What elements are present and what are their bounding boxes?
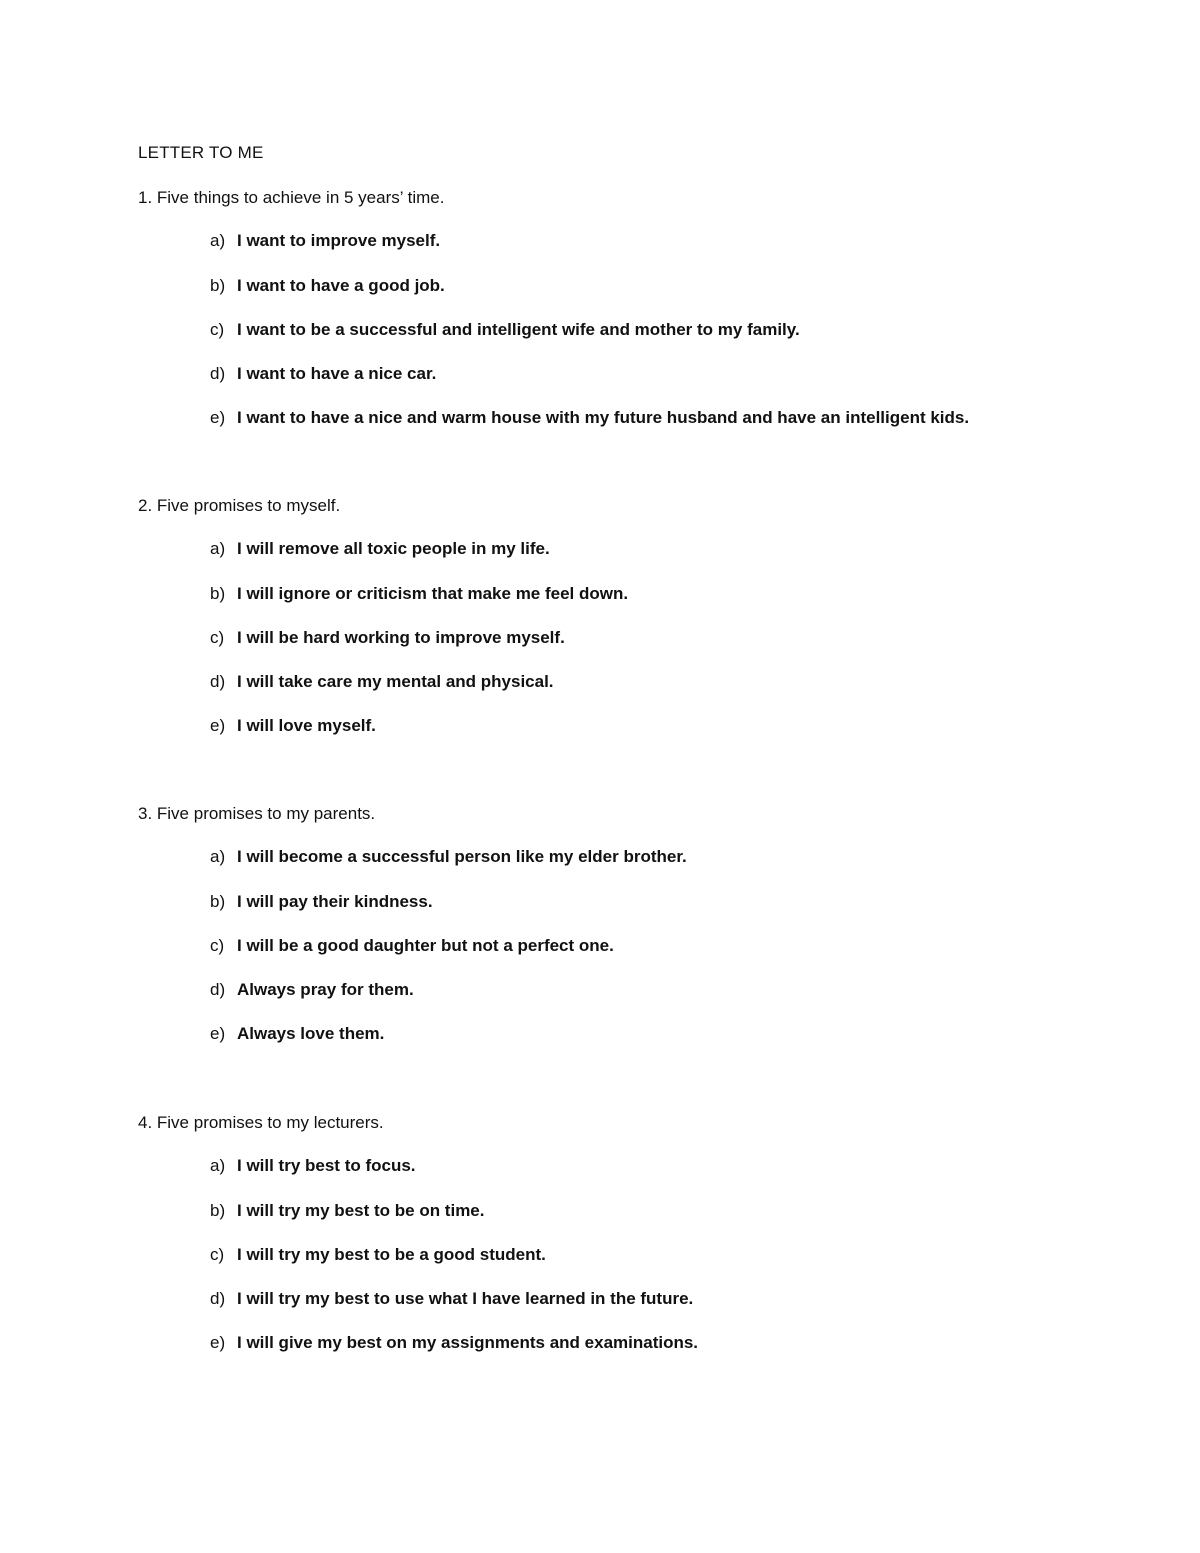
list-item-letter: c) [210,320,225,339]
list-item-text: I will give my best on my assignments and examinations. [237,1333,699,1352]
list-item-text: I want to have a nice and warm house with my future husband and have an intelligent kids. [237,408,970,427]
list-item-text: I will try my best to use what I have learned in the future. [237,1289,694,1308]
list-item-letter: c) [210,1245,225,1264]
list-item [210,320,800,340]
list-item-text: I will take care my mental and physical. [237,672,554,691]
list-item-letter: c) [210,628,225,647]
list-item-text: I want to have a nice car. [237,364,437,383]
list-item-letter: d) [210,672,226,691]
list-item-letter: b) [210,584,226,603]
list-item-letter: a) [210,1156,226,1175]
section-heading-1: 1. Five things to achieve in 5 years’ time. [138,188,445,207]
list-item [210,408,969,428]
list-item-text: I will be hard working to improve myself. [237,628,565,647]
list-item [210,584,628,604]
list-item-text: I want to be a successful and intelligent wife and mother to my family. [237,320,800,339]
list-item [210,628,565,648]
list-item [210,672,554,692]
list-item [210,936,614,956]
list-item-letter: e) [210,1024,226,1043]
list-item-letter: d) [210,980,226,999]
list-item-letter: e) [210,1333,226,1352]
list-item-letter: a) [210,231,226,250]
list-item-text: I want to improve myself. [237,231,441,250]
list-item-text: I will be a good daughter but not a perfect one. [237,936,614,955]
list-item-text: I will pay their kindness. [237,892,433,911]
section-heading-4: 4. Five promises to my lecturers. [138,1113,384,1132]
list-item-letter: e) [210,408,226,427]
list-item-text: I will love myself. [237,716,376,735]
list-item [210,892,433,912]
list-item-text: I will ignore or criticism that make me feel down. [237,584,629,603]
list-item [210,716,376,736]
list-item [210,1201,485,1221]
list-item [210,539,550,559]
list-item-text: I will remove all toxic people in my life. [237,539,550,558]
list-item [210,1245,546,1265]
list-item-letter: b) [210,276,226,295]
list-item-text: Always pray for them. [237,980,414,999]
list-item [210,980,414,1000]
list-item [210,847,687,867]
list-item [210,1024,384,1044]
list-item-letter: d) [210,364,226,383]
list-item-text: I will become a successful person like my elder brother. [237,847,687,866]
list-item [210,1333,698,1353]
list-item-letter: a) [210,539,226,558]
list-item-letter: b) [210,892,226,911]
list-item-text: Always love them. [237,1024,385,1043]
list-item [210,364,436,384]
list-item-text: I will try best to focus. [237,1156,416,1175]
list-item [210,231,440,251]
list-item [210,1156,416,1176]
list-item-letter: c) [210,936,225,955]
list-item [210,276,445,296]
list-item-letter: d) [210,1289,226,1308]
list-item-letter: a) [210,847,226,866]
list-item [210,1289,693,1309]
list-item-letter: e) [210,716,226,735]
list-item-text: I will try my best to be on time. [237,1201,485,1220]
section-heading-3: 3. Five promises to my parents. [138,804,376,823]
list-item-text: I want to have a good job. [237,276,445,295]
list-item-letter: b) [210,1201,226,1220]
list-item-text: I will try my best to be a good student. [237,1245,546,1264]
document-title: LETTER TO ME [138,143,264,162]
section-heading-2: 2. Five promises to myself. [138,496,341,515]
